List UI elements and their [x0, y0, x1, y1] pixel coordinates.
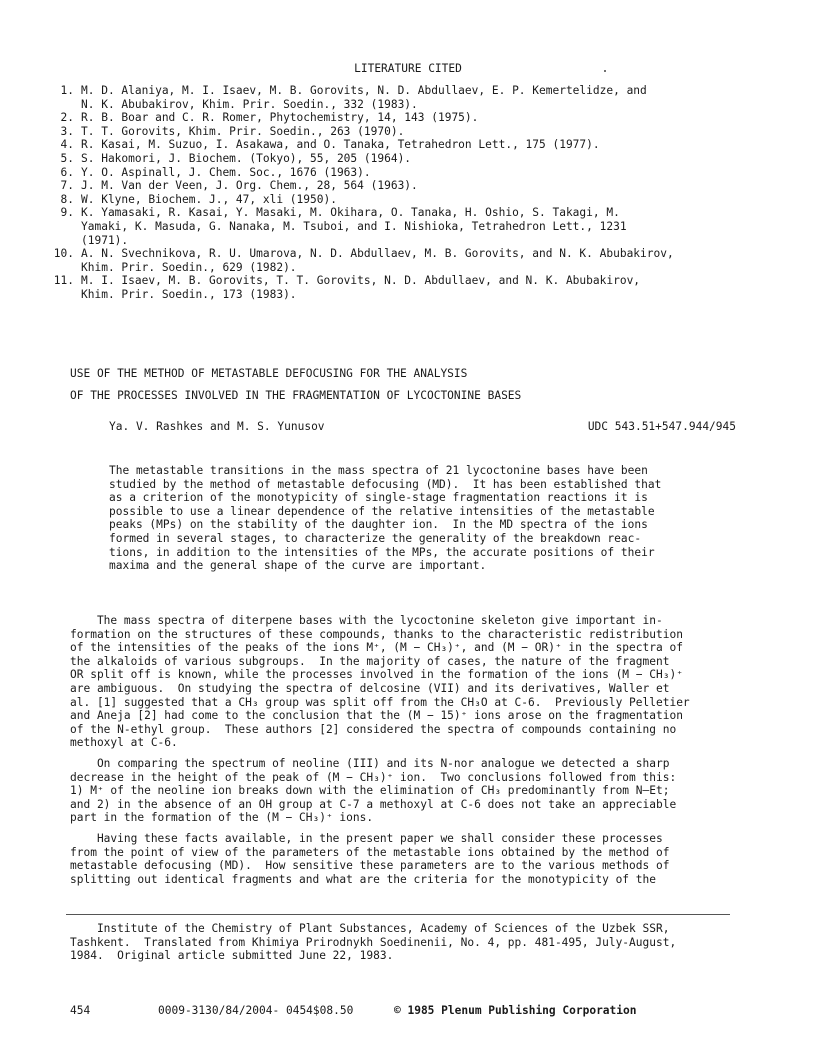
- reference-text-line: K. Yamasaki, R. Kasai, Y. Masaki, M. Okihara, O. Tanaka, H. Oshio, S. Takagi, M.: [81, 206, 620, 220]
- reference-text-line: J. M. Van der Veen, J. Org. Chem., 28, 564 (1963).: [81, 179, 418, 193]
- body-line: formation on the structures of these compounds, thanks to the characteristic redistribution: [70, 627, 683, 641]
- footnote-line: 1984. Original article submitted June 22, 1983.: [70, 949, 394, 963]
- abstract-line: tions, in addition to the intensities of the MPs, the accurate positions of their: [109, 545, 655, 559]
- footnote-line: Tashkent. Translated from Khimiya Prirodnykh Soedinenii, No. 4, pp. 481-495, July-August,: [70, 935, 677, 949]
- abstract-line: maxima and the general shape of the curve are important.: [109, 559, 487, 573]
- reference-text-line: M. I. Isaev, M. B. Gorovits, T. T. Gorovits, N. D. Abdullaev, and N. K. Abubakirov,: [81, 274, 641, 288]
- body-line: part in the formation of the (M − CH₃)⁺ ions.: [70, 811, 374, 825]
- abstract-line: The metastable transitions in the mass spectra of 21 lycoctonine bases have been: [109, 464, 648, 477]
- reference-text-line: Yamaki, K. Masuda, G. Nanaka, M. Tsuboi, and I. Nishioka, Tetrahedron Lett., 1231: [81, 219, 627, 233]
- reference-number: 4.: [60, 138, 74, 152]
- body-line: methoxyl at C-6.: [70, 736, 178, 750]
- footnote-divider: [66, 914, 730, 915]
- body-line: of the intensities of the peaks of the ions M⁺, (M − CH₃)⁺, and (M − OR)⁺ in the spectra of: [70, 641, 683, 655]
- abstract-line: peaks (MPs) on the stability of the daughter ion. In the MD spectra of the ions: [109, 518, 648, 532]
- body-paragraph: [70, 832, 690, 886]
- body-line: are ambiguous. On studying the spectra of delcosine (VII) and its derivatives, Waller et: [70, 681, 670, 695]
- body-line: from the point of view of the parameters of the metastable ions obtained by the method of: [70, 845, 670, 859]
- reference-text-line: M. D. Alaniya, M. I. Isaev, M. B. Gorovits, N. D. Abdullaev, E. P. Kemertelidze, and: [81, 84, 647, 97]
- reference-number: 9.: [60, 206, 74, 220]
- reference-text-line: R. B. Boar and C. R. Romer, Phytochemistry, 14, 143 (1975).: [81, 111, 479, 125]
- article-title-line-1: USE OF THE METHOD OF METASTABLE DEFOCUSING FOR THE ANALYSIS: [70, 367, 468, 380]
- stray-mark: [604, 70, 606, 72]
- reference-text-line: R. Kasai, M. Suzuo, I. Asakawa, and O. Tanaka, Tetrahedron Lett., 175 (1977).: [81, 138, 600, 152]
- footnote-line: Institute of the Chemistry of Plant Substances, Academy of Sciences of the Uzbek SSR,: [70, 922, 670, 935]
- reference-text-line: A. N. Svechnikova, R. U. Umarova, N. D. Abdullaev, M. B. Gorovits, and N. K. Abubakirov,: [81, 247, 674, 261]
- abstract: [109, 464, 661, 573]
- body-line: of the N-ethyl group. These authors [2] considered the spectra of compounds containing no: [70, 722, 677, 736]
- reference-text-line: T. T. Gorovits, Khim. Prir. Soedin., 263 (1970).: [81, 124, 405, 138]
- body-line: and 2) in the absence of an OH group at C-7 a methoxyl at C-6 does not take an appreciable: [70, 797, 677, 811]
- reference-text-line: (1971).: [81, 233, 129, 247]
- body-line: The mass spectra of diterpene bases with the lycoctonine skeleton give important in-: [70, 614, 663, 627]
- reference-number: 7.: [60, 179, 74, 193]
- reference-text-line: S. Hakomori, J. Biochem. (Tokyo), 55, 205 (1964).: [81, 152, 412, 165]
- literature-cited-heading: LITERATURE CITED: [354, 62, 462, 75]
- page-number: 454: [70, 1004, 91, 1017]
- copyright-notice: © 1985 Plenum Publishing Corporation: [394, 1004, 637, 1017]
- reference-text-line: W. Klyne, Biochem. J., 47, xli (1950).: [81, 192, 337, 206]
- affiliation-footnote: [70, 922, 676, 963]
- reference-text-line: Khim. Prir. Soedin., 173 (1983).: [81, 287, 297, 301]
- reference-number: 5.: [60, 152, 74, 165]
- reference-number: 11.: [53, 274, 74, 288]
- reference-number: 6.: [60, 165, 74, 179]
- abstract-line: studied by the method of metastable defocusing (MD). It has been established that: [109, 477, 662, 491]
- body-line: 1) M⁺ of the neoline ion breaks down with the elimination of CH₃ predominantly from N—Et;: [70, 784, 670, 798]
- body-paragraph: [70, 757, 690, 825]
- reference-number: 10.: [53, 247, 74, 261]
- reference-number: 1.: [60, 84, 74, 97]
- reference-text-line: Khim. Prir. Soedin., 629 (1982).: [81, 260, 297, 274]
- reference-number: 2.: [60, 111, 74, 125]
- abstract-line: possible to use a linear dependence of the relative intensities of the metastable: [109, 504, 655, 518]
- reference-number: 3.: [60, 124, 74, 138]
- udc-code: UDC 543.51+547.944/945: [587, 420, 736, 433]
- body-line: decrease in the height of the peak of (M − CH₃)⁺ ion. Two conclusions followed from this:: [70, 770, 677, 784]
- abstract-line: as a criterion of the monotypicity of single-stage fragmentation reactions it is: [109, 491, 648, 505]
- body-line: al. [1] suggested that a CH₃ group was split off from the CH₃O at C-6. Previously Pelletier: [70, 695, 690, 709]
- body-line: splitting out identical fragments and what are the criteria for the monotypicity of the: [70, 872, 656, 886]
- reference-number: 8.: [60, 192, 74, 206]
- body-line: metastable defocusing (MD). How sensitive these parameters are to the various methods of: [70, 859, 670, 873]
- reference-text-line: Y. O. Aspinall, J. Chem. Soc., 1676 (1963).: [81, 165, 371, 179]
- abstract-line: formed in several stages, to characterize the generality of the breakdown reac-: [109, 531, 642, 545]
- body-paragraph: [70, 614, 690, 750]
- body-line: and Aneja [2] had come to the conclusion that the (M − 15)⁺ ions arose on the fragmentation: [70, 709, 683, 723]
- article-code: 0009-3130/84/2004- 0454$08.50: [158, 1004, 354, 1017]
- body-line: Having these facts available, in the present paper we shall consider these processes: [70, 831, 663, 845]
- article-title-line-2: OF THE PROCESSES INVOLVED IN THE FRAGMENTATION OF LYCOCTONINE BASES: [70, 389, 522, 402]
- body-line: On comparing the spectrum of neoline (III) and its N-nor analogue we detected a sharp: [70, 756, 670, 770]
- article-authors: Ya. V. Rashkes and M. S. Yunusov: [109, 420, 325, 433]
- body-line: the alkaloids of various subgroups. In the majority of cases, the nature of the fragment: [70, 654, 670, 668]
- reference-text-line: N. K. Abubakirov, Khim. Prir. Soedin., 332 (1983).: [81, 97, 418, 111]
- body-line: OR split off is known, while the processes involved in the formation of the ions (M − CH₃)⁺: [70, 668, 683, 682]
- article-body: [70, 614, 690, 886]
